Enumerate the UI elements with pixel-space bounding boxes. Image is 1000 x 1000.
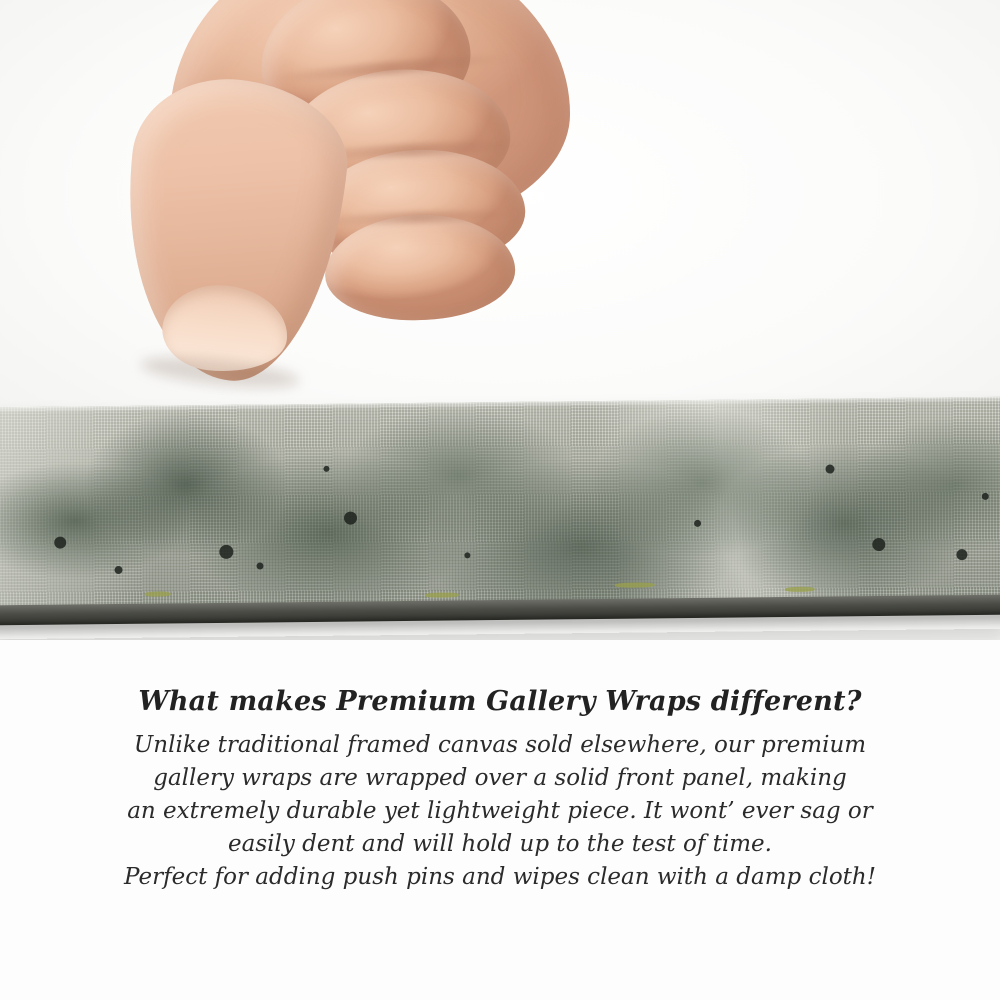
canvas-speck [323,466,329,472]
caption-line-5: Perfect for adding push pins and wipes clean with a damp cloth! [124,864,876,890]
canvas-printed-surface [0,397,1000,616]
caption-line-1: Unlike traditional framed canvas sold elsewhere, our premium [133,732,867,758]
canvas-speck [219,545,233,559]
canvas-fleck [145,591,171,596]
canvas-speck [694,520,701,527]
caption-line-4: easily dent and will hold up to the test of time. [228,831,772,857]
canvas-speck [464,552,470,558]
canvas-speck [956,549,967,560]
canvas-speck [825,464,834,473]
canvas-speck [54,537,66,549]
caption-line-3: an extremely durable yet lightweight piece. It wont’ ever sag or [127,798,873,824]
hand [110,0,580,420]
caption-block [0,686,1000,894]
gallery-wrap-edge [0,397,1000,640]
canvas-fleck [615,582,655,587]
canvas-speck [982,493,989,500]
canvas-speck [256,562,263,569]
thumb [110,70,355,391]
caption-heading: What makes Premium Gallery Wraps different? [138,686,862,717]
canvas-speck [344,511,357,524]
canvas-fleck [785,587,815,592]
caption-line-2: gallery wraps are wrapped over a solid front panel, making [153,765,847,791]
canvas-speck [114,566,122,574]
canvas-speck [872,538,885,551]
canvas-fleck [425,592,459,597]
